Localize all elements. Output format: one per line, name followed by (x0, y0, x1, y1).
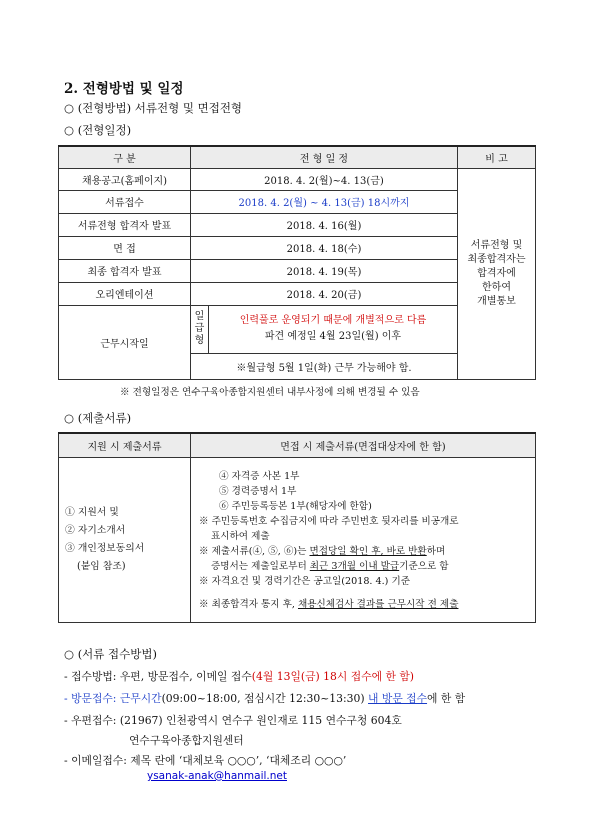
header-category: 구 분 (59, 146, 191, 168)
schedule-heading: ○ (전형일정) (64, 123, 132, 137)
note-return: ※ 제출서류(④, ⑤, ⑥)는 면접당일 확인 후, 바로 반환하며 (199, 546, 446, 557)
note-qualification: ※ 자격요건 및 경력기간은 공고일(2018. 4.) 기준 (199, 576, 411, 587)
monthly-type-note: ※월급형 5월 1일(화) 근무 가능해야 함. (191, 353, 458, 379)
daily-type-schedule (209, 305, 458, 353)
row-value: 2018. 4. 16(월) (191, 213, 458, 236)
interview-doc-item: ⑤ 경력증명서 1부 (219, 486, 297, 497)
note-issue-date: 증명서는 제출일로부터 최근 3개월 이내 발급기준으로 함 (211, 561, 449, 572)
interview-doc-item: ⑥ 주민등록등본 1부(해당자에 한함) (219, 501, 372, 512)
pool-note: 인력풀로 운영되기 때문에 개별적으로 다름 (239, 315, 427, 326)
interview-docs-cell (191, 457, 536, 622)
submission-method-line: - 접수방법: 우편, 방문접수, 이메일 접수(4월 13일(금) 18시 접수에 한 함) (64, 670, 414, 683)
apply-docs-cell (59, 457, 191, 622)
apply-doc-item: (붙임 참조) (77, 560, 126, 572)
work-start-label: 근무시작일 (59, 305, 191, 379)
header-interview-docs: 면접 시 제출서류(면접대상자에 한 함) (191, 433, 536, 457)
schedule-note: ※ 전형일정은 연수구육아종합지원센터 내부사정에 의해 변경될 수 있음 (120, 387, 420, 398)
interview-doc-item: ④ 자격증 사본 1부 (219, 471, 300, 482)
daily-type-char: 일 (194, 311, 205, 322)
remark-line: 합격자에 (477, 267, 516, 279)
apply-doc-item: ① 지원서 및 (65, 506, 119, 518)
email-submission-line: - 이메일접수: 제목 란에 ‘대체보육 ○○○’, ‘대체조리 ○○○’ (64, 754, 347, 767)
row-value: 2018. 4. 18(수) (191, 236, 458, 259)
apply-doc-item: ③ 개인정보동의서 (65, 542, 145, 554)
dispatch-date: 파견 예정일 4월 23일(월) 이후 (264, 331, 402, 342)
documents-table (58, 432, 536, 623)
row-label: 채용공고(홈페이지) (59, 168, 191, 190)
note-resident-number-cont: 표시하여 제출 (211, 531, 270, 542)
row-value: 2018. 4. 2(월)~4. 13(금) (191, 168, 458, 190)
daily-type-char: 급 (194, 323, 205, 334)
header-remark: 비 고 (458, 146, 536, 168)
remark-line: 한하여 (482, 281, 511, 293)
row-label: 오리엔테이션 (59, 282, 191, 305)
mail-submission-center: 연수구육아종합지원센터 (129, 734, 244, 747)
mail-submission-line: - 우편접수: (21967) 인천광역시 연수구 원인재로 115 연수구청 604호 (64, 714, 402, 727)
schedule-table (58, 145, 536, 380)
visit-submission-line: - 방문접수: 근무시간(09:00~18:00, 점심시간 12:30~13:30) 내 방문 접수에 한 함 (64, 692, 466, 705)
row-label: 서류전형 합격자 발표 (59, 213, 191, 236)
row-label: 면 접 (59, 236, 191, 259)
remark-cell (458, 168, 536, 379)
documents-heading: ○ (제출서류) (64, 411, 132, 425)
apply-doc-item: ② 자기소개서 (65, 524, 126, 536)
row-value: 2018. 4. 19(목) (191, 259, 458, 282)
note-resident-number: ※ 주민등록번호 수집금지에 따라 주민번호 뒷자리를 비공개로 (199, 516, 459, 527)
note-health-check: ※ 최종합격자 통지 후, 채용신체검사 결과를 근무시작 전 제출 (199, 599, 459, 610)
submission-heading: ○ (서류 접수방법) (64, 647, 157, 661)
row-value: 2018. 4. 20(금) (191, 282, 458, 305)
remark-line: 개별통보 (477, 295, 516, 307)
row-label: 서류접수 (59, 190, 191, 213)
daily-type-char: 형 (194, 335, 205, 346)
email-link[interactable]: ysanak-anak@hanmail.net (147, 770, 287, 782)
remark-line: 서류전형 및 (470, 239, 523, 251)
selection-method: ○ (전형방법) 서류전형 및 면접전형 (64, 101, 243, 115)
row-value: 2018. 4. 2(월) ~ 4. 13(금) 18시까지 (191, 190, 458, 213)
section-heading: 2. 전형방법 및 일정 (64, 81, 184, 97)
remark-line: 최종합격자는 (467, 253, 526, 265)
header-apply-docs: 지원 시 제출서류 (59, 433, 191, 457)
row-label: 최종 합격자 발표 (59, 259, 191, 282)
daily-type-label (191, 305, 209, 353)
header-schedule: 전 형 일 정 (191, 146, 458, 168)
